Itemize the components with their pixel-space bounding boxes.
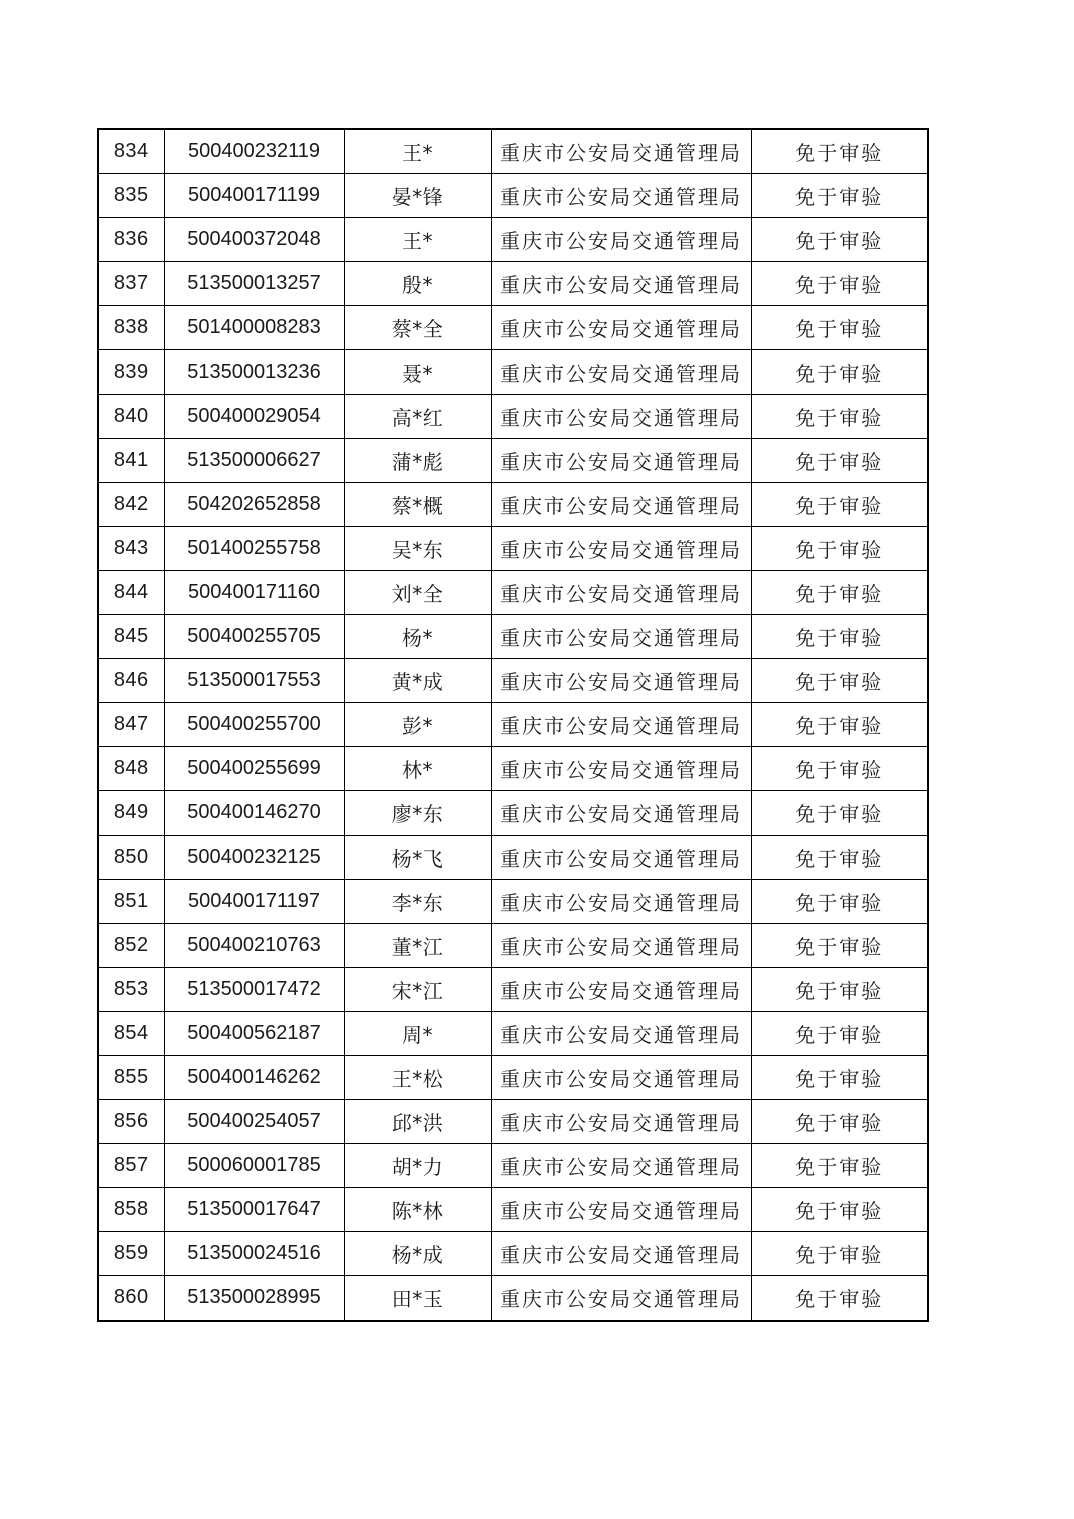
review-status-cell: 免于审验 xyxy=(751,615,928,659)
table-row xyxy=(98,1144,928,1188)
review-status-cell: 免于审验 xyxy=(751,262,928,306)
row-number-cell: 860 xyxy=(98,1276,164,1321)
person-name-cell: 宋*江 xyxy=(344,967,491,1011)
row-number-cell: 835 xyxy=(98,174,164,218)
row-number-cell: 843 xyxy=(98,526,164,570)
issuing-authority-cell: 重庆市公安局交通管理局 xyxy=(491,703,751,747)
review-status-cell: 免于审验 xyxy=(751,879,928,923)
person-name-cell: 林* xyxy=(344,747,491,791)
issuing-authority-cell: 重庆市公安局交通管理局 xyxy=(491,1055,751,1099)
issuing-authority-cell: 重庆市公安局交通管理局 xyxy=(491,747,751,791)
review-status-cell: 免于审验 xyxy=(751,659,928,703)
row-number-cell: 839 xyxy=(98,350,164,394)
review-status-cell: 免于审验 xyxy=(751,1011,928,1055)
person-name-cell: 蒲*彪 xyxy=(344,438,491,482)
review-status-cell: 免于审验 xyxy=(751,967,928,1011)
table-row xyxy=(98,1276,928,1321)
row-number-cell: 852 xyxy=(98,923,164,967)
issuing-authority-cell: 重庆市公安局交通管理局 xyxy=(491,835,751,879)
table-row xyxy=(98,482,928,526)
row-number-cell: 859 xyxy=(98,1232,164,1276)
row-number-cell: 851 xyxy=(98,879,164,923)
person-name-cell: 李*东 xyxy=(344,879,491,923)
row-number-cell: 836 xyxy=(98,218,164,262)
record-id-cell: 500400171160 xyxy=(164,570,344,614)
person-name-cell: 高*红 xyxy=(344,394,491,438)
person-name-cell: 聂* xyxy=(344,350,491,394)
person-name-cell: 周* xyxy=(344,1011,491,1055)
review-status-cell: 免于审验 xyxy=(751,1188,928,1232)
person-name-cell: 杨*成 xyxy=(344,1232,491,1276)
review-status-cell: 免于审验 xyxy=(751,174,928,218)
issuing-authority-cell: 重庆市公安局交通管理局 xyxy=(491,967,751,1011)
person-name-cell: 胡*力 xyxy=(344,1144,491,1188)
person-name-cell: 邱*洪 xyxy=(344,1100,491,1144)
table-row xyxy=(98,262,928,306)
record-id-cell: 500400029054 xyxy=(164,394,344,438)
record-table-body xyxy=(98,129,928,1321)
review-status-cell: 免于审验 xyxy=(751,703,928,747)
person-name-cell: 杨* xyxy=(344,615,491,659)
row-number-cell: 854 xyxy=(98,1011,164,1055)
table-row xyxy=(98,306,928,350)
row-number-cell: 858 xyxy=(98,1188,164,1232)
review-status-cell: 免于审验 xyxy=(751,438,928,482)
issuing-authority-cell: 重庆市公安局交通管理局 xyxy=(491,1011,751,1055)
person-name-cell: 杨*飞 xyxy=(344,835,491,879)
table-row xyxy=(98,659,928,703)
review-status-cell: 免于审验 xyxy=(751,1055,928,1099)
record-id-cell: 500400232125 xyxy=(164,835,344,879)
table-row xyxy=(98,129,928,174)
table-row xyxy=(98,394,928,438)
review-status-cell: 免于审验 xyxy=(751,394,928,438)
record-id-cell: 500400255700 xyxy=(164,703,344,747)
row-number-cell: 845 xyxy=(98,615,164,659)
record-id-cell: 500400254057 xyxy=(164,1100,344,1144)
review-status-cell: 免于审验 xyxy=(751,1276,928,1321)
table-row xyxy=(98,218,928,262)
table-row xyxy=(98,923,928,967)
table-row xyxy=(98,570,928,614)
person-name-cell: 彭* xyxy=(344,703,491,747)
row-number-cell: 838 xyxy=(98,306,164,350)
issuing-authority-cell: 重庆市公安局交通管理局 xyxy=(491,394,751,438)
record-id-cell: 513500006627 xyxy=(164,438,344,482)
issuing-authority-cell: 重庆市公安局交通管理局 xyxy=(491,1144,751,1188)
table-row xyxy=(98,703,928,747)
record-id-cell: 513500028995 xyxy=(164,1276,344,1321)
table-row xyxy=(98,835,928,879)
review-status-cell: 免于审验 xyxy=(751,306,928,350)
person-name-cell: 陈*林 xyxy=(344,1188,491,1232)
issuing-authority-cell: 重庆市公安局交通管理局 xyxy=(491,615,751,659)
review-status-cell: 免于审验 xyxy=(751,129,928,174)
row-number-cell: 844 xyxy=(98,570,164,614)
person-name-cell: 廖*东 xyxy=(344,791,491,835)
issuing-authority-cell: 重庆市公安局交通管理局 xyxy=(491,218,751,262)
row-number-cell: 842 xyxy=(98,482,164,526)
table-row xyxy=(98,1100,928,1144)
record-id-cell: 500400255705 xyxy=(164,615,344,659)
record-id-cell: 504202652858 xyxy=(164,482,344,526)
table-row xyxy=(98,879,928,923)
review-status-cell: 免于审验 xyxy=(751,1144,928,1188)
issuing-authority-cell: 重庆市公安局交通管理局 xyxy=(491,1276,751,1321)
row-number-cell: 856 xyxy=(98,1100,164,1144)
record-id-cell: 501400008283 xyxy=(164,306,344,350)
row-number-cell: 837 xyxy=(98,262,164,306)
person-name-cell: 蔡*概 xyxy=(344,482,491,526)
review-status-cell: 免于审验 xyxy=(751,482,928,526)
issuing-authority-cell: 重庆市公安局交通管理局 xyxy=(491,306,751,350)
review-status-cell: 免于审验 xyxy=(751,218,928,262)
row-number-cell: 847 xyxy=(98,703,164,747)
table-row xyxy=(98,1232,928,1276)
row-number-cell: 841 xyxy=(98,438,164,482)
record-id-cell: 500400372048 xyxy=(164,218,344,262)
record-id-cell: 500060001785 xyxy=(164,1144,344,1188)
review-status-cell: 免于审验 xyxy=(751,923,928,967)
review-status-cell: 免于审验 xyxy=(751,350,928,394)
table-row xyxy=(98,438,928,482)
issuing-authority-cell: 重庆市公安局交通管理局 xyxy=(491,526,751,570)
row-number-cell: 857 xyxy=(98,1144,164,1188)
record-id-cell: 513500017472 xyxy=(164,967,344,1011)
issuing-authority-cell: 重庆市公安局交通管理局 xyxy=(491,879,751,923)
person-name-cell: 王*松 xyxy=(344,1055,491,1099)
record-id-cell: 500400171199 xyxy=(164,174,344,218)
issuing-authority-cell: 重庆市公安局交通管理局 xyxy=(491,174,751,218)
row-number-cell: 834 xyxy=(98,129,164,174)
table-row xyxy=(98,1055,928,1099)
issuing-authority-cell: 重庆市公安局交通管理局 xyxy=(491,1232,751,1276)
review-status-cell: 免于审验 xyxy=(751,526,928,570)
person-name-cell: 田*玉 xyxy=(344,1276,491,1321)
issuing-authority-cell: 重庆市公安局交通管理局 xyxy=(491,482,751,526)
table-row xyxy=(98,615,928,659)
record-id-cell: 500400562187 xyxy=(164,1011,344,1055)
person-name-cell: 蔡*全 xyxy=(344,306,491,350)
person-name-cell: 王* xyxy=(344,218,491,262)
row-number-cell: 848 xyxy=(98,747,164,791)
person-name-cell: 王* xyxy=(344,129,491,174)
row-number-cell: 850 xyxy=(98,835,164,879)
table-row xyxy=(98,747,928,791)
review-status-cell: 免于审验 xyxy=(751,1100,928,1144)
row-number-cell: 853 xyxy=(98,967,164,1011)
issuing-authority-cell: 重庆市公安局交通管理局 xyxy=(491,570,751,614)
record-id-cell: 513500024516 xyxy=(164,1232,344,1276)
table-row xyxy=(98,350,928,394)
person-name-cell: 殷* xyxy=(344,262,491,306)
person-name-cell: 晏*锋 xyxy=(344,174,491,218)
table-row xyxy=(98,1011,928,1055)
record-table xyxy=(97,128,929,1322)
issuing-authority-cell: 重庆市公安局交通管理局 xyxy=(491,791,751,835)
review-status-cell: 免于审验 xyxy=(751,1232,928,1276)
record-id-cell: 500400146262 xyxy=(164,1055,344,1099)
row-number-cell: 849 xyxy=(98,791,164,835)
review-status-cell: 免于审验 xyxy=(751,747,928,791)
issuing-authority-cell: 重庆市公安局交通管理局 xyxy=(491,438,751,482)
row-number-cell: 855 xyxy=(98,1055,164,1099)
review-status-cell: 免于审验 xyxy=(751,791,928,835)
issuing-authority-cell: 重庆市公安局交通管理局 xyxy=(491,262,751,306)
issuing-authority-cell: 重庆市公安局交通管理局 xyxy=(491,350,751,394)
person-name-cell: 刘*全 xyxy=(344,570,491,614)
record-id-cell: 500400146270 xyxy=(164,791,344,835)
issuing-authority-cell: 重庆市公安局交通管理局 xyxy=(491,1100,751,1144)
table-row xyxy=(98,967,928,1011)
review-status-cell: 免于审验 xyxy=(751,570,928,614)
row-number-cell: 846 xyxy=(98,659,164,703)
table-row xyxy=(98,1188,928,1232)
record-id-cell: 513500013236 xyxy=(164,350,344,394)
person-name-cell: 吴*东 xyxy=(344,526,491,570)
record-id-cell: 500400171197 xyxy=(164,879,344,923)
person-name-cell: 董*江 xyxy=(344,923,491,967)
record-id-cell: 500400232119 xyxy=(164,129,344,174)
table-row xyxy=(98,174,928,218)
issuing-authority-cell: 重庆市公安局交通管理局 xyxy=(491,1188,751,1232)
record-id-cell: 513500017553 xyxy=(164,659,344,703)
record-id-cell: 501400255758 xyxy=(164,526,344,570)
record-id-cell: 500400255699 xyxy=(164,747,344,791)
table-row xyxy=(98,526,928,570)
person-name-cell: 黄*成 xyxy=(344,659,491,703)
record-id-cell: 513500017647 xyxy=(164,1188,344,1232)
issuing-authority-cell: 重庆市公安局交通管理局 xyxy=(491,129,751,174)
row-number-cell: 840 xyxy=(98,394,164,438)
record-id-cell: 513500013257 xyxy=(164,262,344,306)
issuing-authority-cell: 重庆市公安局交通管理局 xyxy=(491,659,751,703)
issuing-authority-cell: 重庆市公安局交通管理局 xyxy=(491,923,751,967)
table-row xyxy=(98,791,928,835)
record-id-cell: 500400210763 xyxy=(164,923,344,967)
review-status-cell: 免于审验 xyxy=(751,835,928,879)
